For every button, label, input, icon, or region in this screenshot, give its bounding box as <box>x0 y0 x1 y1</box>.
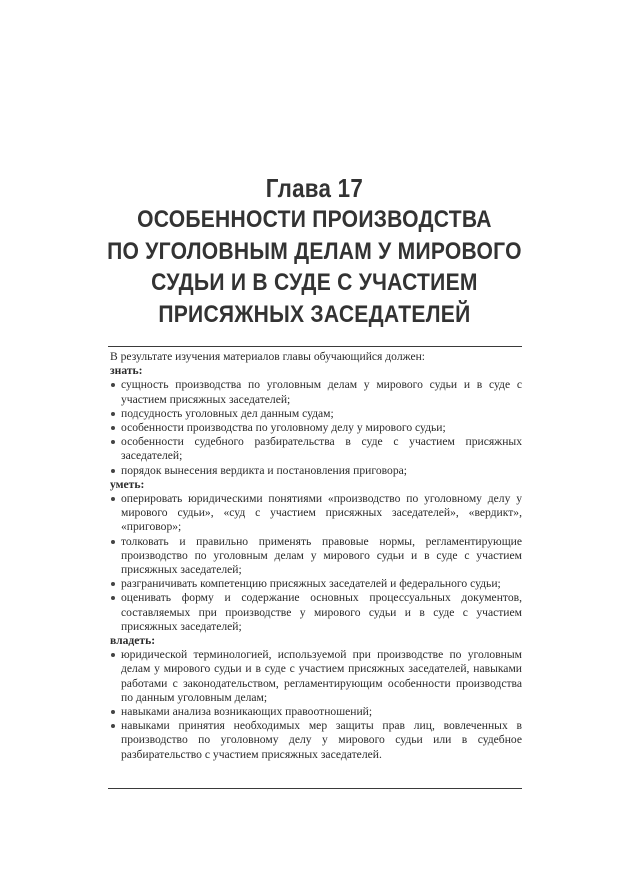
group-title-master: владеть: <box>110 634 156 648</box>
master-list <box>110 648 522 762</box>
chapter-heading <box>44 172 585 330</box>
learning-objectives-box <box>110 350 522 762</box>
group-title-know: знать: <box>110 364 143 378</box>
list-item: оперировать юридическими понятиями «производство по уголовному делу у мирового судьи», «суд с участием присяжных заседателей», «вердикт», «приговор»; <box>110 492 522 535</box>
list-item: разграничивать компетенцию присяжных заседателей и федерального судьи; <box>110 577 522 591</box>
know-list <box>110 378 522 477</box>
chapter-title-line: ПРИСЯЖНЫХ ЗАСЕДАТЕЛЕЙ <box>158 300 471 328</box>
objectives-group-master <box>110 634 522 762</box>
chapter-number: Глава 17 <box>265 173 364 203</box>
group-title-skills: уметь: <box>110 477 145 491</box>
list-item: юридической терминологией, используемой при производстве по уголовным делам у мирового судьи и в суде с участием присяжных заседателей, навыками работами с законодательством, регламентирующим особенности производства по данным уголовным делам; <box>110 648 522 705</box>
list-item: особенности производства по уголовному делу у мирового судьи; <box>110 421 522 435</box>
list-item: навыками анализа возникающих правоотношений; <box>110 705 522 719</box>
chapter-title-line: СУДЬИ И В СУДЕ С УЧАСТИЕМ <box>151 269 478 296</box>
skills-list <box>110 492 522 634</box>
objectives-group-skills <box>110 478 522 634</box>
list-item: навыками принятия необходимых мер защиты прав лиц, вовлеченных в производство по уголовному делу у мирового судьи или в судебное разбирательство с участием присяжных заседателей. <box>110 719 522 762</box>
list-item: оценивать форму и содержание основных процессуальных документов, составляемых при производстве у мирового судьи и в суде с участием присяжных заседателей; <box>110 591 522 634</box>
chapter-title-line: ПО УГОЛОВНЫМ ДЕЛАМ У МИРОВОГО <box>107 237 522 265</box>
bottom-divider <box>108 788 522 789</box>
chapter-title-line: ОСОБЕННОСТИ ПРОИЗВОДСТВА <box>137 206 492 233</box>
list-item: сущность производства по уголовным делам у мирового судьи и в суде с участием присяжных заседателей; <box>110 378 522 406</box>
list-item: толковать и правильно применять правовые нормы, регламентирующие производство по уголовным делам у мирового судьи и в суде с участием присяжных заседателей; <box>110 535 522 578</box>
objectives-intro: В результате изучения материалов главы обучающийся должен: <box>110 350 426 363</box>
objectives-group-know <box>110 364 522 478</box>
list-item: особенности судебного разбирательства в суде с участием присяжных заседателей; <box>110 435 522 463</box>
list-item: порядок вынесения вердикта и постановления приговора; <box>110 464 522 478</box>
top-divider <box>108 346 522 347</box>
list-item: подсудность уголовных дел данным судам; <box>110 407 522 421</box>
